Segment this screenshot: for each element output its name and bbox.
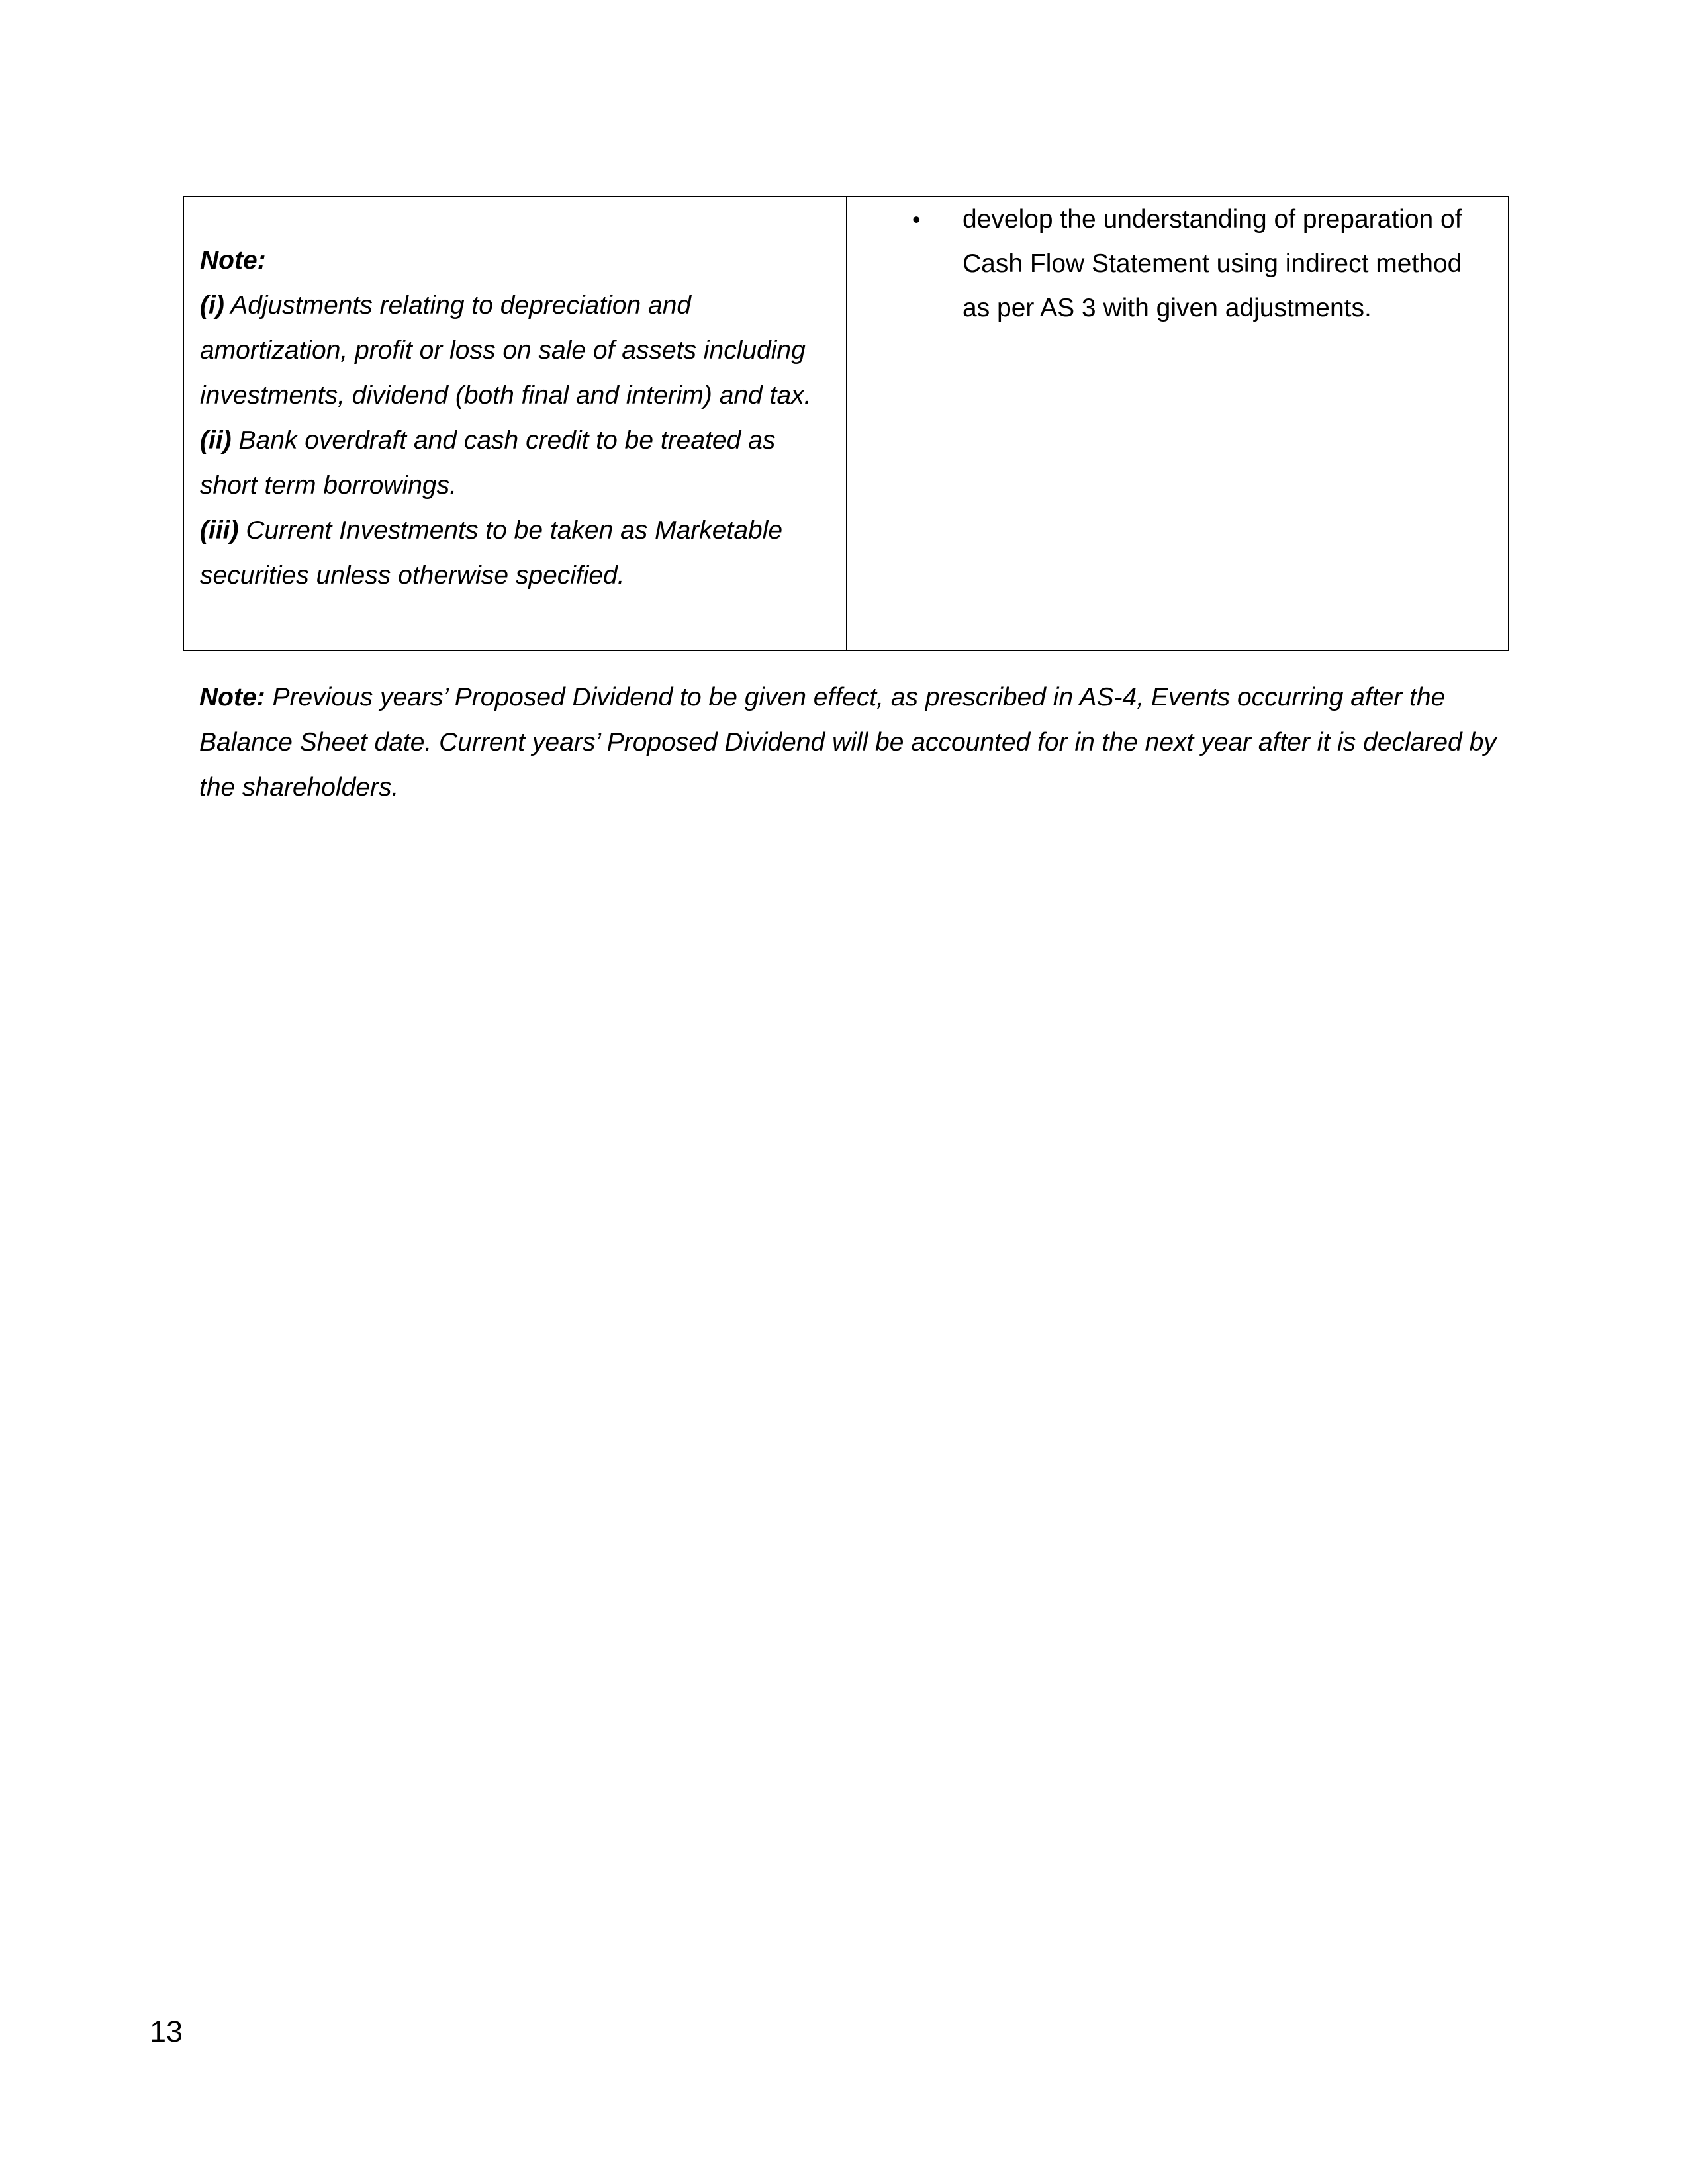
- bullet-icon: •: [912, 206, 921, 233]
- note-item-2: [200, 418, 830, 508]
- footnote-label: Note:: [199, 683, 265, 711]
- note-item-1: [200, 283, 830, 418]
- proposed-dividend-note: [199, 675, 1497, 810]
- right-cell: [847, 197, 1509, 651]
- syllabus-table: [183, 196, 1509, 651]
- footnote-text: Previous years’ Proposed Dividend to be given effect, as prescribed in AS-4, Events occurring after the Balance Sheet date. Current years’ Proposed Dividend will be accounted for in the next year after it is declared by the shareholders.: [199, 683, 1497, 801]
- note-item-1-marker: (i): [200, 291, 224, 320]
- left-cell: [183, 197, 847, 651]
- table-row: [183, 197, 1509, 651]
- learning-outcome-text: develop the understanding of preparation of Cash Flow Statement using indirect method as per AS 3 with given adjustments.: [962, 205, 1462, 322]
- note-item-3: [200, 508, 830, 598]
- note-item-3-marker: (iii): [200, 516, 239, 545]
- note-heading: Note:: [200, 246, 266, 275]
- note-item-1-text: Adjustments relating to depreciation and amortization, profit or loss on sale of assets including investments, dividend (both final and interim) and tax.: [200, 291, 812, 410]
- note-item-2-marker: (ii): [200, 426, 232, 455]
- note-item-3-text: Current Investments to be taken as Marketable securities unless otherwise specified.: [200, 516, 783, 590]
- notes-block: [184, 197, 846, 598]
- note-item-2-text: Bank overdraft and cash credit to be treated as short term borrowings.: [200, 426, 776, 500]
- learning-outcome-item: [847, 197, 1508, 330]
- page-number: 13: [150, 2015, 183, 2048]
